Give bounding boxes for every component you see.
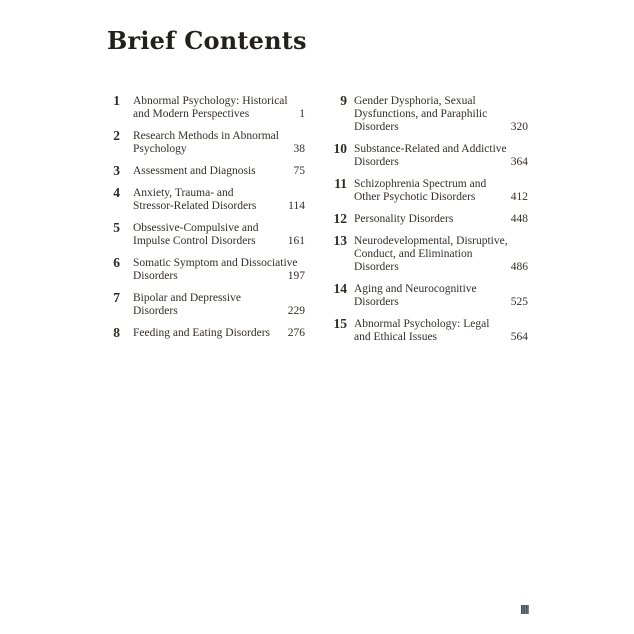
toc-entry (108, 187, 305, 213)
toc-entry (108, 222, 305, 248)
page-number: 38 (293, 143, 305, 155)
toc-entry (330, 143, 528, 169)
toc-entry (330, 213, 528, 226)
chapter-title: Gender Dysphoria, Sexual Dysfunctions, and Paraphilic Disorders (354, 95, 488, 133)
chapter-number: 13 (333, 233, 347, 248)
chapter-title: Schizophrenia Spectrum and Other Psychotic Disorders (354, 178, 487, 203)
toc-entry (330, 283, 528, 309)
chapter-title: Personality Disorders (354, 213, 454, 225)
toc-entry (108, 292, 305, 318)
chapter-title: Abnormal Psychology: Historical and Modern Perspectives (133, 95, 288, 120)
page-number: 448 (510, 213, 528, 225)
striped-mark-icon (521, 605, 529, 614)
page-number: 161 (287, 235, 305, 247)
chapter-number: 4 (113, 185, 120, 200)
page-number: 364 (510, 156, 528, 168)
page-number: 75 (293, 165, 305, 177)
chapter-title: Aging and Neurocognitive Disorders (354, 283, 477, 308)
chapter-title: Abnormal Psychology: Legal and Ethical Issues (354, 318, 490, 343)
chapter-number: 6 (113, 255, 120, 270)
page-number: 564 (510, 331, 528, 343)
toc-right-column (330, 95, 528, 353)
chapter-number: 7 (113, 290, 120, 305)
chapter-title: Assessment and Diagnosis (133, 165, 256, 177)
page-number: 114 (288, 200, 305, 212)
chapter-number: 8 (113, 325, 120, 340)
chapter-number: 3 (113, 163, 120, 178)
page-number: 1 (299, 108, 305, 120)
page-title: Brief Contents (107, 26, 307, 55)
chapter-number: 12 (333, 211, 347, 226)
page-number: 412 (510, 191, 528, 203)
toc-left-column (108, 95, 305, 349)
chapter-number: 5 (113, 220, 120, 235)
toc-entry (108, 257, 305, 283)
page-number: 320 (510, 121, 528, 133)
chapter-number: 15 (333, 316, 347, 331)
page-number: 197 (287, 270, 305, 282)
toc-entry (108, 327, 305, 340)
chapter-number: 10 (333, 141, 347, 156)
chapter-title: Neurodevelopmental, Disruptive, Conduct, and Elimination Disorders (354, 235, 508, 273)
chapter-number: 1 (113, 93, 120, 108)
chapter-number: 14 (333, 281, 347, 296)
chapter-title: Feeding and Eating Disorders (133, 327, 271, 339)
toc-entry (330, 235, 528, 274)
toc-entry (330, 178, 528, 204)
page-number: 276 (287, 327, 305, 339)
page-number: 229 (287, 305, 305, 317)
toc-entry (330, 318, 528, 344)
toc-entry (108, 165, 305, 178)
chapter-title: Bipolar and Depressive Disorders (133, 292, 241, 317)
chapter-number: 9 (340, 93, 347, 108)
chapter-title: Anxiety, Trauma- and Stressor-Related Disorders (133, 187, 257, 212)
toc-entry (330, 95, 528, 134)
toc-entry (108, 95, 305, 121)
chapter-number: 2 (113, 128, 120, 143)
chapter-title: Somatic Symptom and Dissociative Disorders (133, 257, 298, 282)
chapter-number: 11 (334, 176, 347, 191)
chapter-title: Substance-Related and Addictive Disorders (354, 143, 507, 168)
chapter-title: Research Methods in Abnormal Psychology (133, 130, 279, 155)
toc-entry (108, 130, 305, 156)
page-number: 525 (510, 296, 528, 308)
page-number: 486 (510, 261, 528, 273)
chapter-title: Obsessive-Compulsive and Impulse Control Disorders (133, 222, 259, 247)
